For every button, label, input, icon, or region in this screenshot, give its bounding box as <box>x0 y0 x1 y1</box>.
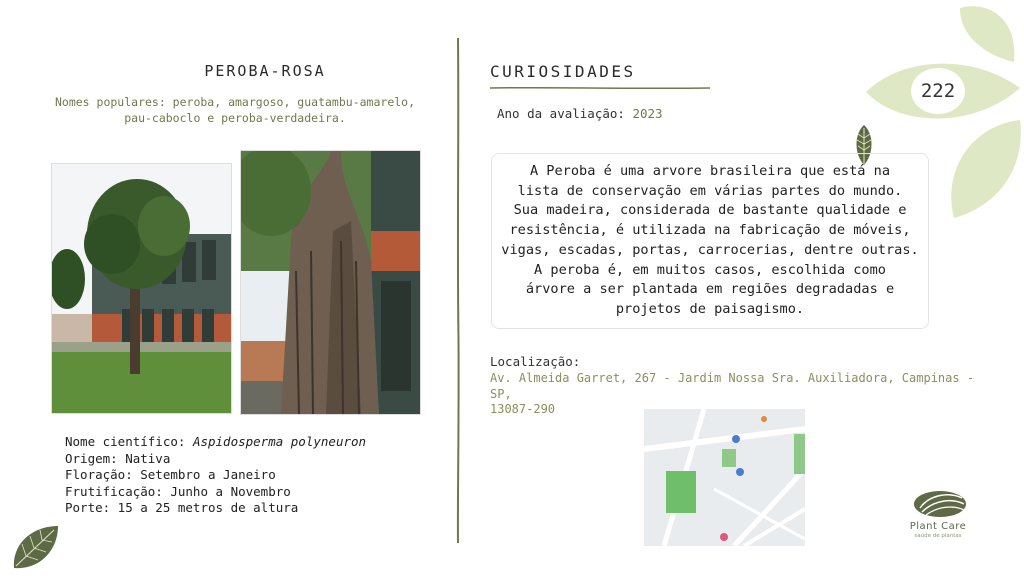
page-number: 222 <box>911 68 965 114</box>
fruiting-row: Frutificação: Junho a Novembro <box>65 483 291 499</box>
address-line-2: 13087-290 <box>490 402 556 416</box>
evaluation-year-value: 2023 <box>632 106 663 121</box>
popular-names <box>30 94 440 126</box>
origin-row: Origem: Nativa <box>65 450 171 466</box>
scientific-name-label: Nome científico: <box>65 434 186 449</box>
location-map <box>644 409 805 546</box>
curiosity-line: projetos de paisagismo. <box>615 300 805 317</box>
curiosity-line: Sua madeira, considerada de bastante qualidade e <box>513 202 907 219</box>
heading-underline <box>490 86 710 90</box>
evaluation-year <box>497 106 663 121</box>
evaluation-year-label: Ano da avaliação: <box>497 106 625 121</box>
scientific-name-value: Aspidosperma polyneuron <box>192 434 367 449</box>
species-title: PEROBA-ROSA <box>204 62 326 80</box>
address-line-1: Av. Almeida Garret, 267 - Jardim Nossa Sra. Auxiliadora, Campinas - SP, <box>490 371 975 401</box>
curiosities-text-box <box>491 153 929 329</box>
section-heading: CURIOSIDADES <box>490 62 636 81</box>
curiosity-line: resistência, é utilizada na fabricação de móveis, <box>509 222 911 239</box>
species-facts <box>65 434 366 517</box>
leaf-decoration-bottom-left <box>10 522 60 572</box>
logo-tagline: saúde de plantas <box>914 533 962 539</box>
popular-names-line-1: Nomes populares: peroba, amargoso, guatambu-amarelo, <box>54 95 416 109</box>
curiosity-line: A peroba é, em muitos casos, escolhida como <box>534 261 886 278</box>
flowering-row: Floração: Setembro a Janeiro <box>65 467 276 482</box>
column-divider <box>456 38 460 543</box>
curiosity-line: vigas, escadas, portas, carrocerias, dentre outras. <box>501 241 919 258</box>
size-row: Porte: 15 a 25 metros de altura <box>65 500 299 515</box>
popular-names-line-2: pau-caboclo e peroba-verdadeira. <box>124 111 346 125</box>
curiosity-line: A Peroba é uma arvore brasileira que está na <box>529 163 891 179</box>
tree-photo-trunk <box>240 150 421 415</box>
tree-photo-building <box>51 163 232 414</box>
curiosity-line: lista de conservação em várias partes do mundo. <box>517 182 903 199</box>
location-label: Localização: <box>490 354 581 369</box>
curiosity-line: árvore a ser plantada em regiões degradadas e <box>525 281 895 298</box>
scientific-name-row <box>65 434 366 451</box>
logo-name: Plant Care <box>909 521 967 532</box>
